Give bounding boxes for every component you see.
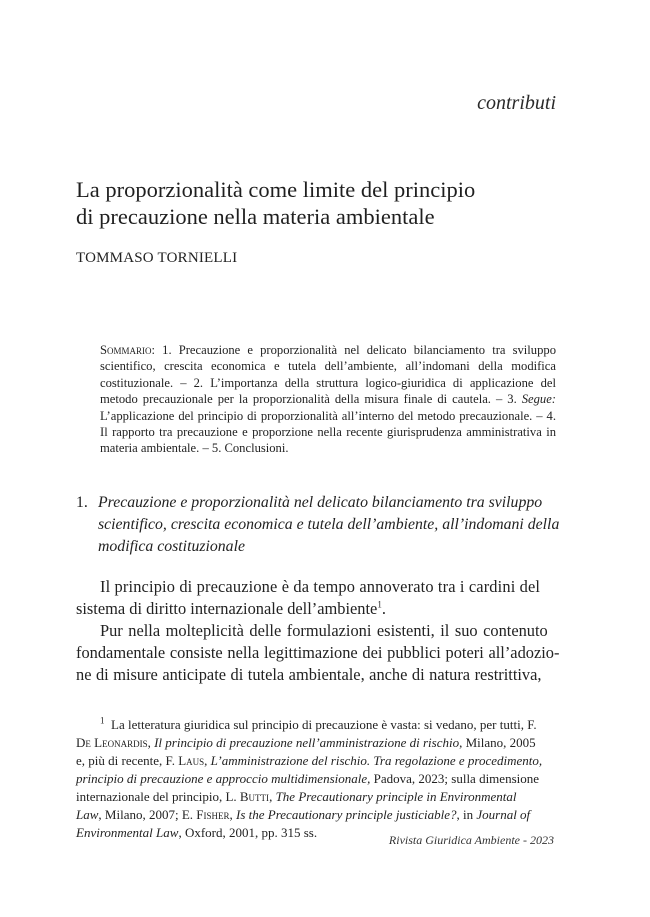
section-number: 1. [76, 494, 88, 511]
cited-title: Il principio di precauzione nell’amministrazione di rischio [154, 735, 460, 750]
cited-title: Is the Precautionary principle justiciable? [236, 807, 457, 822]
footnote-line [76, 770, 556, 788]
footnote-text: La letteratura giuridica sul principio di precauzione è vasta: si vedano, per tutti, F. [111, 717, 537, 732]
paragraph-line: Pur nella molteplicità delle formulazioni esistenti, il suo contenuto [100, 621, 548, 640]
footnote-reference: 1 [377, 599, 382, 610]
footnote-line [76, 716, 556, 734]
footnote-text: , Oxford, 2001, pp. 315 ss. [178, 825, 318, 840]
cited-author: Fisher [196, 807, 230, 822]
cited-title: Law [76, 807, 99, 822]
summary-text-2: L’applicazione del principio di proporzionalità all’interno del metodo precauzionale. – 4. Il rapporto tra precauzione e proporzione nella recente giurisprudenza amministrativa in materia ambientale. – 5. Conclusioni. [100, 408, 556, 456]
heading-line: scientifico, crescita economica e tutela dell’ambiente, all’indomani della [98, 516, 560, 533]
footnote-line: De Leonardis, Il principio di precauzione nell’amministrazione di rischio, Milano, 2005 [76, 735, 536, 750]
footnote-text: e, più di recente, F. [76, 753, 179, 768]
cited-title: L’amministrazione del rischio. Tra regolazione e procedimento, [210, 753, 543, 768]
section-heading [76, 492, 560, 558]
footnote-line: internazionale del principio, L. Butti, The Precautionary principle in Environmental [76, 789, 517, 804]
cited-author: De Leonardis [76, 735, 148, 750]
cited-author: Butti [239, 789, 270, 804]
footnote-line: e, più di recente, F. Laus, L’amministrazione del rischio. Tra regolazione e procedimento, [76, 753, 543, 768]
footnote-text: , in [456, 807, 477, 822]
paragraph-text: . [381, 599, 386, 618]
running-footer: Rivista Giuridica Ambiente - 2023 [388, 833, 554, 847]
section-tag: contributi [477, 92, 556, 114]
paragraph-text: sistema di diritto internazionale dell’ambiente [76, 599, 378, 618]
cited-journal: Environmental Law [76, 825, 179, 840]
title-line: di precauzione nella materia ambientale [76, 204, 435, 229]
heading-line: modifica costituzionale [98, 538, 245, 555]
footnote-text: internazionale del principio, L. [76, 789, 240, 804]
paragraph-line: Il principio di precauzione è da tempo annoverato tra i cardini del [100, 577, 541, 596]
summary-label: Sommario: [100, 343, 156, 357]
summary-block [100, 342, 556, 457]
section-heading-text [98, 492, 560, 558]
body-text [76, 576, 560, 686]
author-name: TOMMASO TORNIELLI [76, 250, 238, 266]
footnote-text: , Milano, 2007; E. [98, 807, 197, 822]
footnote-text: Padova, 2023; sulla dimensione [370, 771, 540, 786]
paragraph-line: ne di misure anticipate di tutela ambientale, anche di natura restrittiva, [76, 665, 542, 684]
footnote [76, 716, 556, 842]
article-title [76, 176, 576, 230]
cited-title: The Precautionary principle in Environmental [275, 789, 517, 804]
cited-author: Laus [178, 753, 205, 768]
footnote-line: Law, Milano, 2007; E. Fisher, Is the Precautionary principle justiciable?, in Journal of [76, 807, 531, 822]
summary-segue: Segue: [521, 392, 556, 407]
paragraph-line: fondamentale consiste nella legittimazione dei pubblici poteri all’adozio- [76, 643, 560, 662]
cited-journal: Journal of [476, 807, 531, 822]
summary-text: 1. Precauzione e proporzionalità nel delicato bilanciamento tra sviluppo scientifico, crescita economica e tutela dell’ambiente, all’indomani della modifica costituzionale. – 2. L’importanza della struttura logico-giuridica di applicazione del metodo precauzionale per la proporzionalità della misura finale di cautela. – 3. [100, 343, 556, 407]
cited-title: principio di precauzione e approccio multidimensionale, [76, 771, 371, 786]
paragraph-line [76, 598, 556, 620]
title-line: La proporzionalità come limite del principio [76, 177, 476, 202]
heading-line: Precauzione e proporzionalità nel delicato bilanciamento tra sviluppo [98, 494, 543, 511]
footnote-text: , Milano, 2005 [459, 735, 536, 750]
footnote-marker: 1 [100, 715, 105, 726]
